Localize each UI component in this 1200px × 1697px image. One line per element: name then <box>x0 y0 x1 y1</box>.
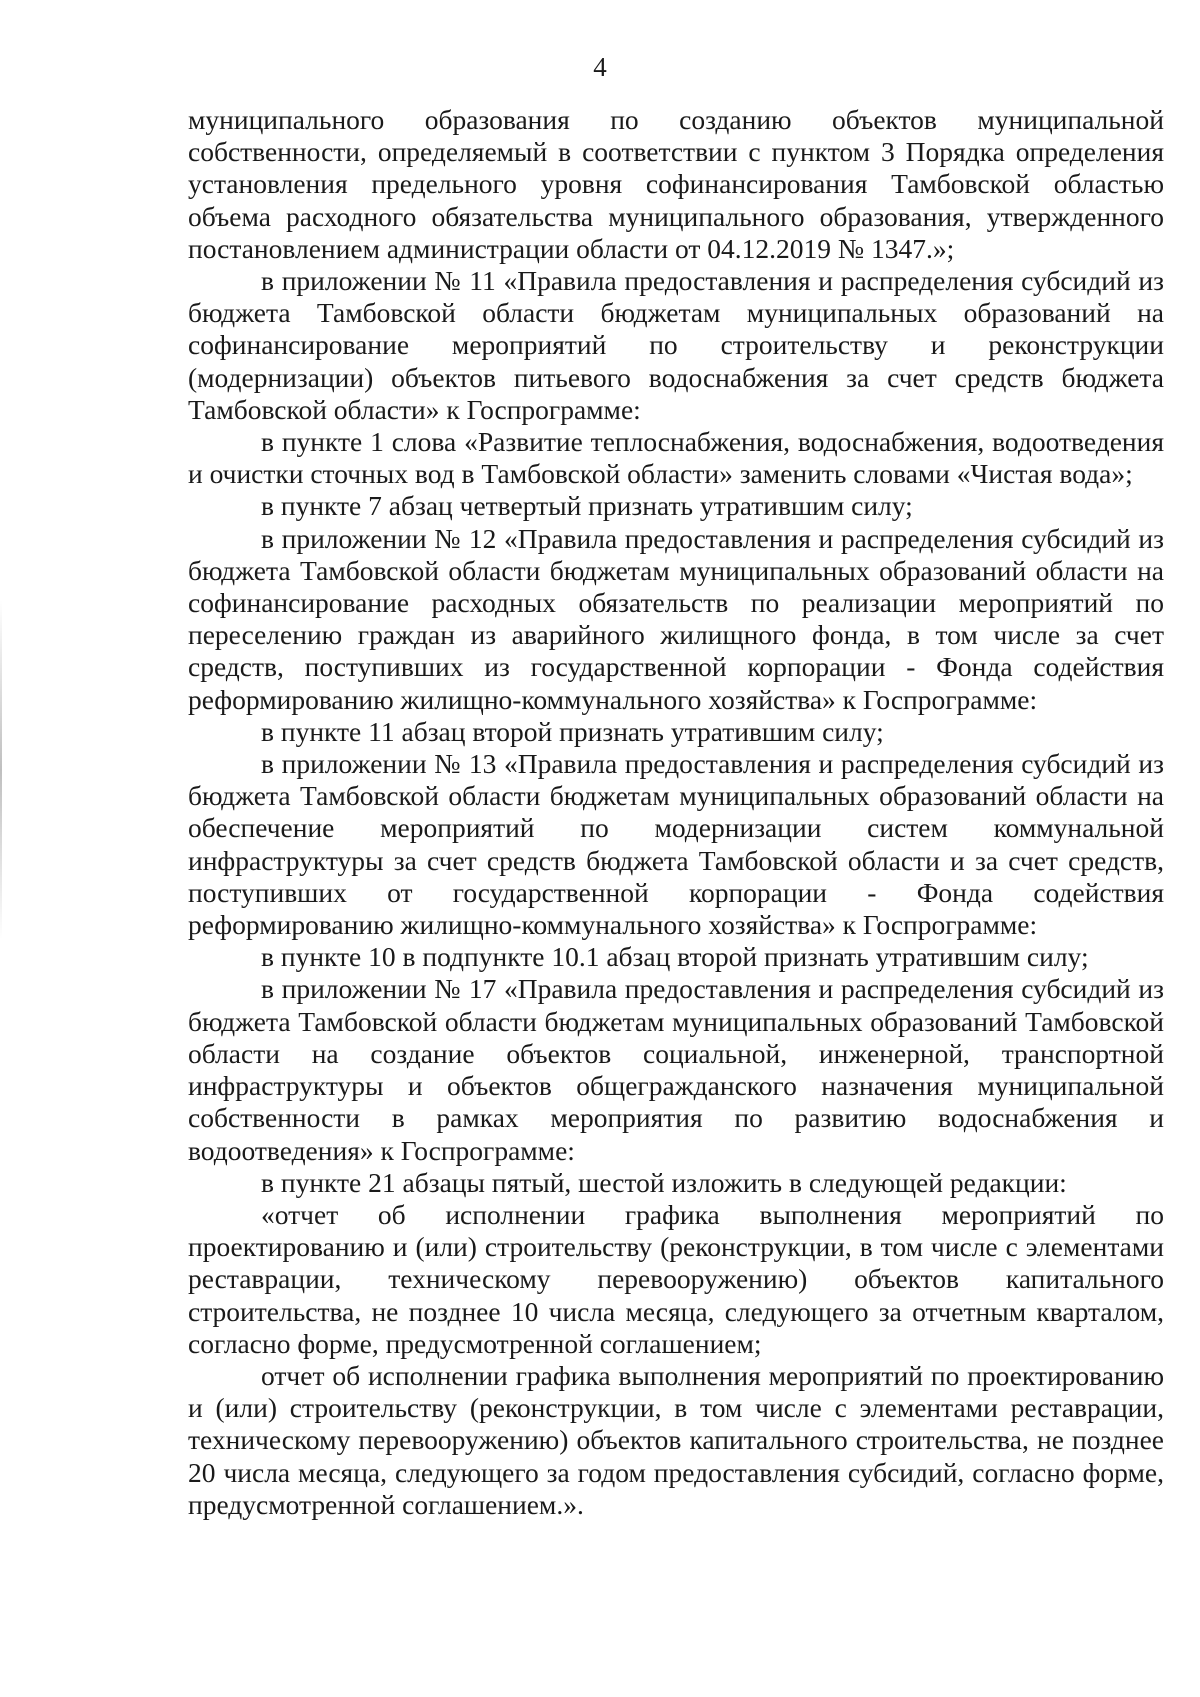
paragraph-6: в пункте 11 абзац второй признать утратившим силу; <box>261 715 884 747</box>
paragraph-12: отчет об исполнении графика выполнения мероприятий по проектированию и (или) строительству (реконструкции, в том числе с элементами реставрации, техническому перевооружению) объектов капитального строительства, не позднее 20 числа месяца, следующего за годом предоставления субсидий, согласно форме, предусмотренной соглашением.». <box>188 1359 1164 1520</box>
paragraph-10: в пункте 21 абзацы пятый, шестой изложить в следующей редакции: <box>261 1166 1067 1198</box>
scan-edge-shadow <box>0 600 2 940</box>
document-body <box>188 104 1164 1521</box>
paragraph-11: «отчет об исполнении графика выполнения мероприятий по проектированию и (или) строительству (реконструкции, в том числе с элементами реставрации, техническому перевооружению) объектов капитального строительства, не позднее 10 числа месяца, следующего за отчетным кварталом, согласно форме, предусмотренной соглашением; <box>188 1198 1164 1359</box>
paragraph-4: в пункте 7 абзац четвертый признать утратившим силу; <box>261 490 913 522</box>
paragraph-5: в приложении № 12 «Правила предоставления и распределения субсидий из бюджета Тамбовской области бюджетам муниципальных образований области на софинансирование расходных обязательств по реализации мероприятий по переселению граждан из аварийного жилищного фонда, в том числе за счет средств, поступивших из государственной корпорации - Фонда содействия реформированию жилищно-коммунального хозяйства» к Госпрограмме: <box>188 522 1164 715</box>
paragraph-7: в приложении № 13 «Правила предоставления и распределения субсидий из бюджета Тамбовской области бюджетам муниципальных образований области на обеспечение мероприятий по модернизации систем коммунальной инфраструктуры за счет средств бюджета Тамбовской области и за счет средств, поступивших от государственной корпорации - Фонда содействия реформированию жилищно-коммунального хозяйства» к Госпрограмме: <box>188 748 1164 941</box>
paragraph-3: в пункте 1 слова «Развитие теплоснабжения, водоснабжения, водоотведения и очистки сточных вод в Тамбовской области» заменить словами «Чистая вода»; <box>188 426 1164 490</box>
paragraph-1: муниципального образования по созданию объектов муниципальной собственности, определяемый в соответствии с пунктом 3 Порядка определения установления предельного уровня софинансирования Тамбовской областью объема расходного обязательства муниципального образования, утвержденного постановлением администрации области от 04.12.2019 № 1347.»; <box>188 104 1164 264</box>
page-number: 4 <box>593 52 607 82</box>
paragraph-8: в пункте 10 в подпункте 10.1 абзац второй признать утратившим силу; <box>261 941 1089 973</box>
paragraph-9: в приложении № 17 «Правила предоставления и распределения субсидий из бюджета Тамбовской области бюджетам муниципальных образований Тамбовской области на создание объектов социальной, инженерной, транспортной инфраструктуры и объектов общегражданского назначения муниципальной собственности в рамках мероприятия по развитию водоснабжения и водоотведения» к Госпрограмме: <box>188 973 1164 1166</box>
paragraph-2: в приложении № 11 «Правила предоставления и распределения субсидий из бюджета Тамбовской области бюджетам муниципальных образований на софинансирование мероприятий по строительству и реконструкции (модернизации) объектов питьевого водоснабжения за счет средств бюджета Тамбовской области» к Госпрограмме: <box>188 265 1164 425</box>
